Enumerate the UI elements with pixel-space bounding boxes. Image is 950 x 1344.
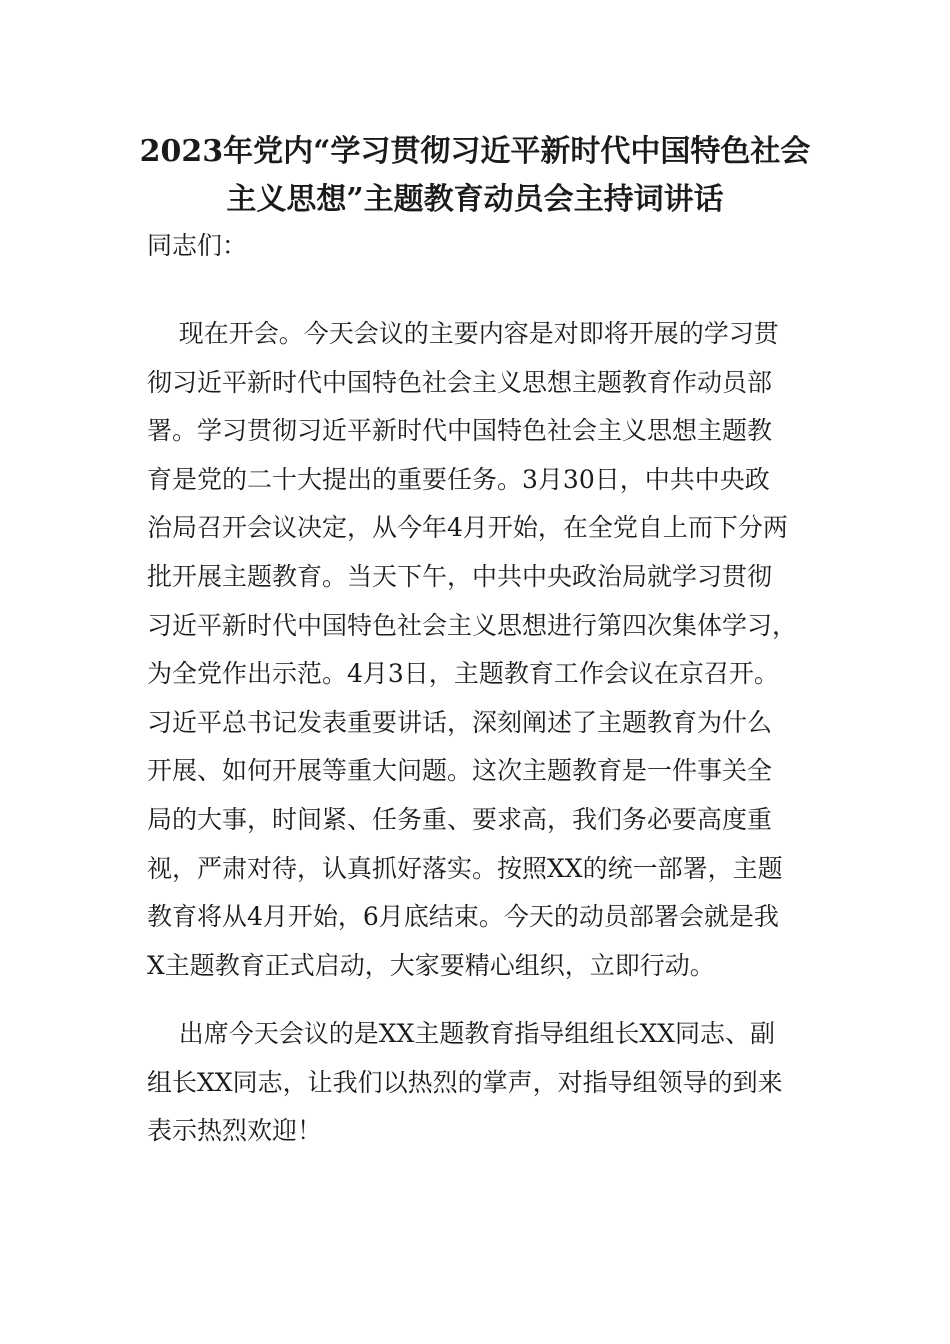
paragraph-line: 育是党的二十大提出的重要任务。3月30日，中共中央政: [147, 464, 770, 494]
paragraph-line: 组长XX同志，让我们以热烈的掌声，对指导组领导的到来: [147, 1067, 783, 1097]
document-title: [130, 128, 820, 224]
paragraph-line: 习近平总书记发表重要讲话，深刻阐述了主题教育为什么: [147, 707, 773, 737]
paragraph-line: 出席今天会议的是XX主题教育指导组组长XX同志、副: [147, 1019, 775, 1048]
paragraph-line: 署。学习贯彻习近平新时代中国特色社会主义思想主题教: [147, 416, 773, 446]
paragraph-line: 视，严肃对待，认真抓好落实。按照XX的统一部署，主题: [147, 853, 783, 883]
paragraph-2: [147, 1010, 807, 1156]
paragraph-line: 为全党作出示范。4月3日，主题教育工作会议在京召开。: [147, 659, 779, 689]
paragraph-line: 彻习近平新时代中国特色社会主义思想主题教育作动员部: [147, 367, 773, 397]
salutation: 同志们：: [147, 231, 248, 260]
title-line-1: 2023年党内“学习贯彻习近平新时代中国特色社会: [139, 134, 811, 169]
paragraph-line: 习近平新时代中国特色社会主义思想进行第四次集体学习，: [147, 610, 798, 640]
paragraph-line: X主题教育正式启动，大家要精心组织，立即行动。: [147, 950, 715, 980]
paragraph-1: [147, 310, 807, 990]
paragraph-line: 现在开会。今天会议的主要内容是对即将开展的学习贯: [147, 319, 779, 348]
paragraph-line: 局的大事，时间紧、任务重、要求高，我们务必要高度重: [147, 804, 773, 834]
paragraph-line: 开展、如何开展等重大问题。这次主题教育是一件事关全: [147, 756, 773, 786]
paragraph-line: 表示热烈欢迎！: [147, 1116, 323, 1146]
title-line-2: 主义思想”主题教育动员会主持词讲话: [226, 182, 724, 217]
paragraph-line: 治局召开会议决定，从今年4月开始，在全党自上而下分两: [147, 513, 788, 543]
paragraph-line: 教育将从4月开始，6月底结束。今天的动员部署会就是我: [147, 902, 779, 932]
paragraph-line: 批开展主题教育。当天下午，中共中央政治局就学习贯彻: [147, 561, 773, 591]
